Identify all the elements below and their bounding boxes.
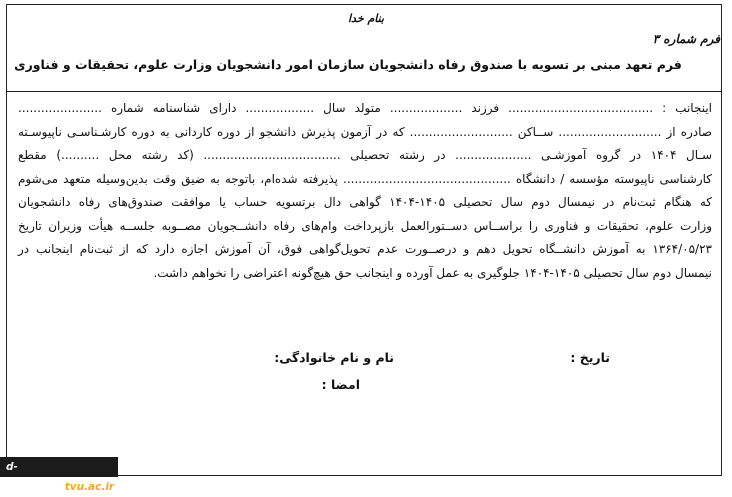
- body-line-3: سـال ۱۴۰۴ در گروه آموزشـی .................... در رشته تحصیلی .................................... (کد رشته محل ..........) مقطع: [18, 148, 713, 162]
- bismillah: بنام خدا: [347, 12, 384, 25]
- header-divider: [6, 91, 722, 92]
- body-line-5: که هنگام ثبت‌نام در نیمسال دوم سال تحصیلی ۱۴۰۵-۱۴۰۴ گواهی دال برتسویه حساب یا موافقت صندوق‌های رفاه دانشجویان: [18, 195, 712, 209]
- body-line-1: اینجانب : ...................................... فرزند ................... متولد سال .................. دارای شناسنامه شماره ......................: [18, 101, 712, 115]
- watermark-domain-accent: tvu.ac.ir: [64, 481, 115, 493]
- full-name-label: نام و نام خانوادگی:: [274, 350, 394, 365]
- site-watermark: [0, 457, 118, 493]
- date-label: تاریخ :: [570, 350, 610, 365]
- body-line-4: کارشناسی ناپیوسته مؤسسه / دانشگاه ............................................ پذیرفته شده‌ام، باتوجه به ضیق وقت بدین‌وسیله متعهد می‌شوم: [18, 171, 712, 186]
- body-line-2: صادره از ........................... ســاکن ........................... که در آزمون پذیرش دانشجو از دوره کاردانی به دوره کارشـناسـی ناپیوسـته: [18, 124, 712, 139]
- form-body: [18, 97, 712, 285]
- body-line-7: ۱۳۶۴/۰۵/۲۳ به آموزش دانشــگاه تحویل دهم و درصــورت عدم تحویل‌گواهی فوق، آن آموزش اجازه دارد که از ثبت‌نام اینجانب در: [18, 242, 712, 256]
- body-line-6: وزارت علوم، تحقیقات و فناوری را براســاس دســتورالعمل بازپرداخت وام‌های رفاه دانشــجویان مصــوبه جلســه هیأت وزیران تاریخ: [18, 218, 712, 233]
- form-number: فرم شماره ۳: [652, 32, 720, 46]
- watermark-domain: d-hamedan.: [6, 461, 65, 493]
- body-line-8: نیمسال دوم سال تحصیلی ۱۴۰۵-۱۴۰۴ جلوگیری به عمل آورده و اینجانب حق هیچ‌گونه اعتراضی را نخواهم داشت.: [153, 265, 712, 280]
- signature-label: امضا :: [321, 377, 360, 392]
- form-title: فرم تعهد مبنی بر تسویه با صندوق رفاه دانشجویان سازمان امور دانشجویان وزارت علوم، تحقیقات و فناوری: [14, 57, 682, 72]
